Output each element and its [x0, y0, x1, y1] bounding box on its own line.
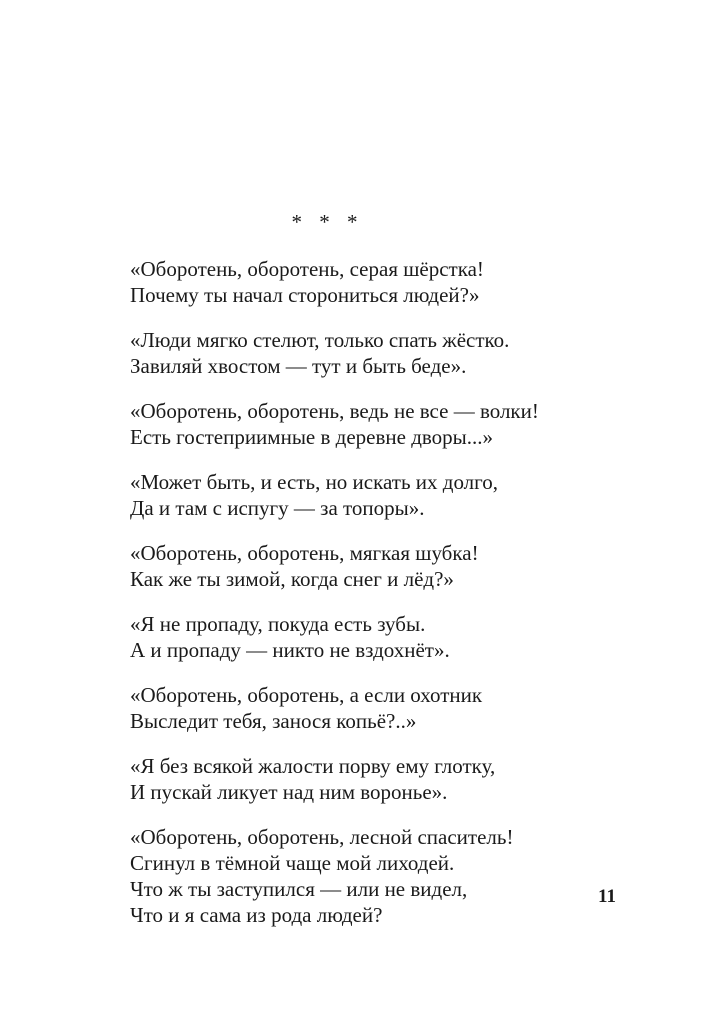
poem-line: Выследит тебя, занося копьё?..»: [130, 709, 417, 733]
poem-line: «Оборотень, оборотень, мягкая шубка!: [130, 541, 479, 565]
poem-line: «Я не пропаду, покуда есть зубы.: [130, 612, 426, 636]
stanza: [130, 611, 600, 663]
poem-line: «Может быть, и есть, но искать их долго,: [130, 470, 498, 494]
poem-line: «Люди мягко стелют, только спать жёстко.: [130, 328, 510, 352]
stanza: [130, 469, 600, 521]
stanza: [130, 256, 600, 308]
poem-line: Завиляй хвостом — тут и быть беде».: [130, 354, 467, 378]
stanza: [130, 327, 600, 379]
poem-line: «Оборотень, оборотень, ведь не все — волки!: [130, 399, 539, 423]
poem-line: А и пропаду — никто не вздохнёт».: [130, 638, 450, 662]
poem-line: «Я без всякой жалости порву ему глотку,: [130, 754, 496, 778]
page-number: 11: [598, 886, 616, 907]
stanza: [130, 398, 600, 450]
poem-line: Почему ты начал сторониться людей?»: [130, 283, 480, 307]
poem-line: И пускай ликует над ним воронье».: [130, 780, 448, 804]
stanza: [130, 824, 600, 928]
poem-line: Что и я сама из рода людей?: [130, 903, 383, 927]
stanza: [130, 682, 600, 734]
poem-line: «Оборотень, оборотень, а если охотник: [130, 683, 483, 707]
section-separator: * * *: [291, 210, 364, 234]
stanza: [130, 753, 600, 805]
stanza: [130, 540, 600, 592]
poem: [130, 256, 600, 947]
poem-line: Есть гостеприимные в деревне дворы...»: [130, 425, 494, 449]
poem-line: «Оборотень, оборотень, лесной спаситель!: [130, 825, 514, 849]
poem-line: Как же ты зимой, когда снег и лёд?»: [130, 567, 454, 591]
poem-line: «Оборотень, оборотень, серая шёрстка!: [130, 257, 484, 281]
poem-line: Сгинул в тёмной чаще мой лиходей.: [130, 851, 455, 875]
poem-line: Что ж ты заступился — или не видел,: [130, 877, 468, 901]
poem-line: Да и там с испугу — за топоры».: [130, 496, 425, 520]
